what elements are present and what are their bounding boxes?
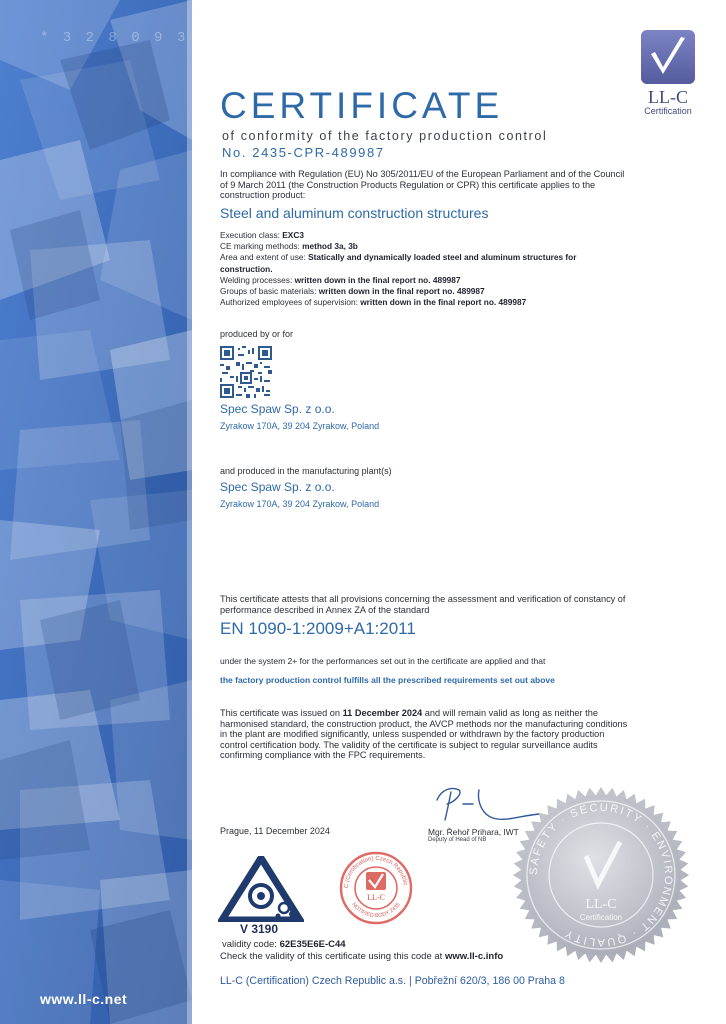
serial-number: * 3 2 8 0 9 3 [40, 30, 189, 46]
detail-value: written down in the final report no. 489987 [294, 274, 461, 285]
system-statement: under the system 2+ for the performances set out in the certificate are applied and that [220, 656, 546, 666]
accreditation-mark-icon [218, 856, 304, 922]
certificate-number: No. 2435-CPR-489987 [222, 145, 385, 160]
stamp-bottom-text: NOTIFIED BODY 2435 [350, 901, 402, 920]
llc-logo [641, 30, 695, 117]
place-date: Prague, 11 December 2024 [220, 826, 330, 836]
detail-value: Statically and dynamically loaded steel and aluminum structures for construction. [220, 252, 577, 274]
signatory-name: Mgr. Řehoř Prihara, IWT [428, 827, 519, 837]
validity-code: 62E35E6E-C44 [279, 939, 346, 950]
logo-subtitle: Certification [644, 106, 692, 116]
manufacturer-address: Zyrakow 170A, 39 204 Zyrakow, Poland [220, 421, 380, 431]
logo-name: LL-C [648, 87, 688, 107]
footer-address: Pobřežní 620/3, 186 00 Praha 8 [414, 975, 565, 987]
footer [220, 975, 565, 987]
detail-value: written down in the final report no. 489987 [360, 297, 527, 308]
logo-checkmark-icon [641, 30, 695, 84]
stamp-center-text: LL-C [367, 893, 385, 902]
detail-label: Authorized employees of supervision: [220, 297, 358, 308]
check-validity-line [220, 951, 503, 962]
svg-text:NOTIFIED BODY 2435 [350, 902, 401, 919]
detail-row [220, 297, 620, 308]
detail-value: EXC3 [282, 230, 304, 240]
validity-paragraph [220, 708, 634, 761]
accreditation-code: V 3190 [240, 922, 279, 936]
check-text: Check the validity of this certificate using this code at [220, 951, 445, 962]
detail-row [220, 275, 620, 286]
check-url-link[interactable]: www.ll-c.info [444, 951, 504, 962]
footer-separator: | [406, 975, 415, 987]
seal-ring-text: SAFETY · SECURITY · ENVIRONMENT · QUALITY [527, 801, 675, 949]
decorative-side-panel [0, 0, 192, 1024]
validity-code-label: validity code: [222, 939, 280, 950]
footer-company: LL-C (Certification) Czech Republic a.s. [220, 975, 407, 987]
detail-row [220, 252, 620, 274]
issue-date: 11 December 2024 [342, 708, 423, 718]
plant-name: Spec Spaw Sp. z o.o. [220, 480, 335, 494]
standard-reference: EN 1090-1:2009+A1:2011 [220, 619, 416, 638]
seal-center-text: LL-C [585, 897, 617, 912]
detail-label: Area and extent of use: [220, 252, 306, 263]
validity-text-end: and will remain valid as long as neither the harmonised standard, the construction product, the AVCP methods nor the manufacturing conditions in the plant are modified significantly, unless suspended or withdrawn by the factory production control certification body. The validity of the certificate is subject to regular surveillance audits confirming compliance with the FPC requirements. [220, 708, 628, 760]
manufacturer-name: Spec Spaw Sp. z o.o. [220, 402, 335, 416]
certificate-subtitle: of conformity of the factory production control [222, 129, 548, 143]
detail-label: Welding processes: [220, 274, 293, 285]
validity-code-line [222, 939, 346, 950]
detail-row [220, 230, 620, 241]
product-name: Steel and aluminum construction structures [220, 205, 489, 221]
seal-sub-text: Certification [579, 913, 623, 922]
certificate-title: CERTIFICATE [220, 85, 504, 126]
produced-by-label: produced by or for [220, 329, 294, 339]
detail-value: written down in the final report no. 489987 [318, 286, 485, 297]
detail-label: CE marking methods: [220, 241, 300, 252]
product-details [220, 230, 620, 308]
attestation-paragraph: This certificate attests that all provisions concerning the assessment and verification of constancy of performance described in Annex ZA of the standard [220, 594, 626, 615]
validity-text-start: This certificate was issued on [220, 708, 343, 718]
website-label[interactable]: www.ll-c.net [40, 991, 128, 1007]
intro-paragraph: In compliance with Regulation (EU) No 305/2011/EU of the European Parliament and of the Council of 9 March 2011 (the Construction Products Regulation or CPR) this certificate applies to the construction product: [220, 169, 625, 200]
detail-label: Execution class: [220, 230, 280, 240]
plant-intro-label: and produced in the manufacturing plant(s) [220, 466, 392, 476]
detail-label: Groups of basic materials: [220, 286, 317, 297]
detail-row [220, 241, 620, 252]
qr-code-icon[interactable] [220, 346, 272, 398]
fpc-statement: the factory production control fulfills all the prescribed requirements set out above [220, 675, 555, 685]
detail-value: method 3a, 3b [302, 241, 358, 252]
notified-body-stamp-icon [338, 850, 414, 926]
detail-row [220, 286, 620, 297]
certification-seal-icon [512, 786, 690, 964]
stamp-ring-text: C (Certification) Czech Republic [343, 855, 408, 889]
plant-address: Zyrakow 170A, 39 204 Zyrakow, Poland [220, 499, 380, 509]
signatory-role: Deputy of Head of NB [428, 837, 487, 843]
